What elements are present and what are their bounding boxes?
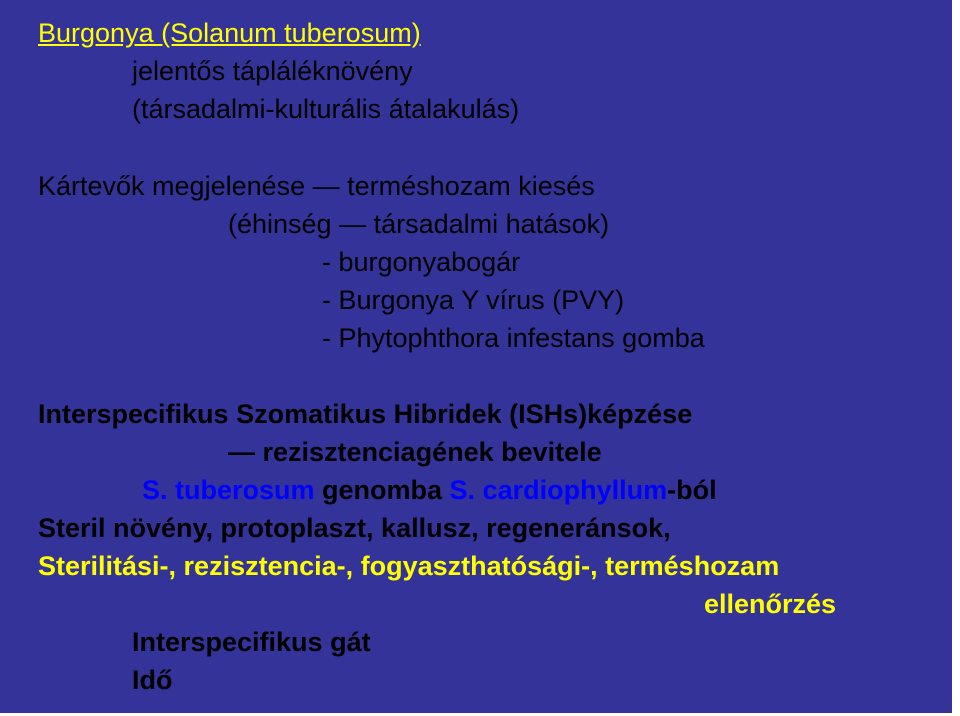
checks-line: Sterilitási-, rezisztencia-, fogyaszthatósági-, terméshozam (38, 551, 780, 581)
genome-text: genomba (314, 475, 450, 505)
process-line: Steril növény, protoplaszt, kallusz, regeneránsok, (38, 513, 671, 543)
species-cardiophyllum: S. cardiophyllum (449, 475, 668, 505)
pest-item-2: - Burgonya Y vírus (PVY) (322, 285, 625, 315)
pest-item-3: - Phytophthora infestans gomba (322, 323, 705, 353)
pests-subheading: (éhinség — társadalmi hatások) (228, 209, 610, 239)
subtitle-line-2: (társadalmi-kulturális átalakulás) (132, 94, 520, 124)
genome-line (142, 474, 717, 506)
pest-item-1: - burgonyabogár (322, 247, 521, 277)
slide-title: Burgonya (Solanum tuberosum) (38, 18, 421, 48)
species-tuberosum: S. tuberosum (142, 475, 315, 505)
subtitle-line-1: jelentős tápláléknövény (132, 56, 413, 86)
hybrid-subheading: — rezisztenciagének bevitele (228, 437, 602, 467)
time-line: Idő (132, 665, 173, 695)
barrier-line: Interspecifikus gát (132, 627, 371, 657)
checks-line-end: ellenőrzés (704, 589, 837, 619)
hybrid-heading: Interspecifikus Szomatikus Hibridek (ISHs)képzése (38, 399, 693, 429)
suffix-text: -ból (667, 475, 717, 505)
pests-heading: Kártevők megjelenése — terméshozam kiesés (38, 171, 595, 201)
